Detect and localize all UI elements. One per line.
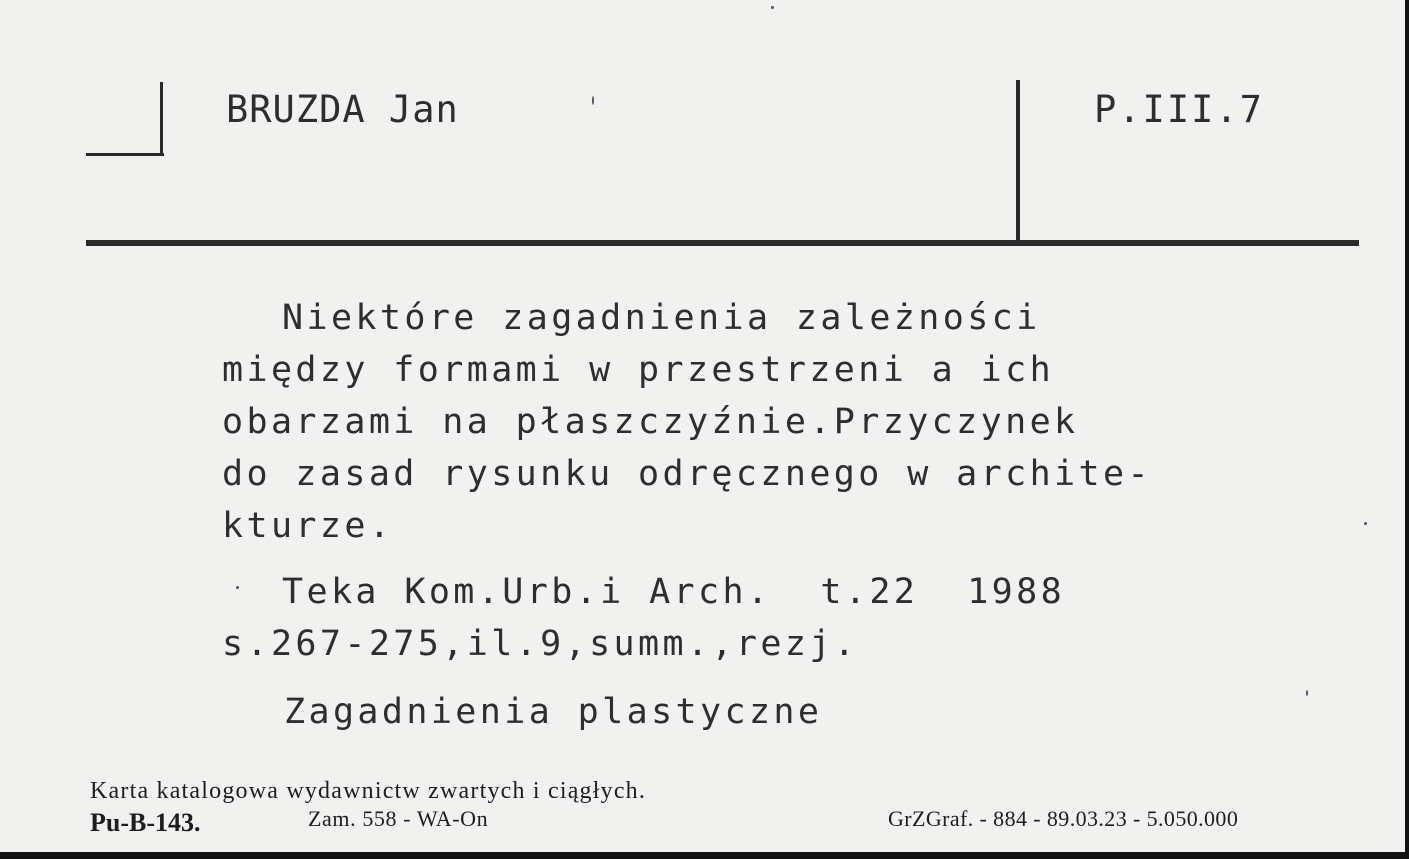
speck	[592, 96, 594, 105]
title-line: do zasad rysunku odręcznego w archite-	[222, 454, 1152, 494]
header-left-short-rule	[86, 153, 164, 156]
title-line: obarzami na płaszczyźnie.Przyczynek	[222, 402, 1079, 442]
call-number: P.III.7	[1094, 88, 1264, 131]
title-line: kturze.	[222, 506, 394, 546]
title-line: Niektóre zagadnienia zależności	[282, 298, 1041, 338]
header-horizontal-rule	[86, 240, 1359, 246]
print-info: GrZGraf. - 884 - 89.03.23 - 5.050.000	[888, 806, 1239, 831]
order-number: Zam. 558 - WA-On	[308, 806, 489, 831]
speck	[1306, 690, 1308, 696]
source-line: Teka Kom.Urb.i Arch. t.22 1988	[282, 572, 1066, 612]
speck	[1364, 522, 1367, 525]
header-right-vertical-line	[1016, 80, 1020, 243]
source-line: s.267-275,il.9,summ.,rezj.	[222, 624, 859, 664]
source-block	[222, 566, 1065, 670]
title-block	[222, 292, 1152, 552]
title-line: między formami w przestrzeni a ich	[222, 350, 1055, 390]
header-left-vertical-line	[160, 82, 163, 156]
form-name: Karta katalogowa wydawnictw zwartych i ciągłych.	[90, 778, 647, 804]
author-name: BRUZDA Jan	[226, 88, 459, 131]
speck	[771, 6, 774, 9]
speck	[236, 586, 239, 589]
form-code: Pu-B-143.	[90, 808, 201, 837]
subject-heading: Zagadnienia plastyczne	[284, 692, 823, 732]
